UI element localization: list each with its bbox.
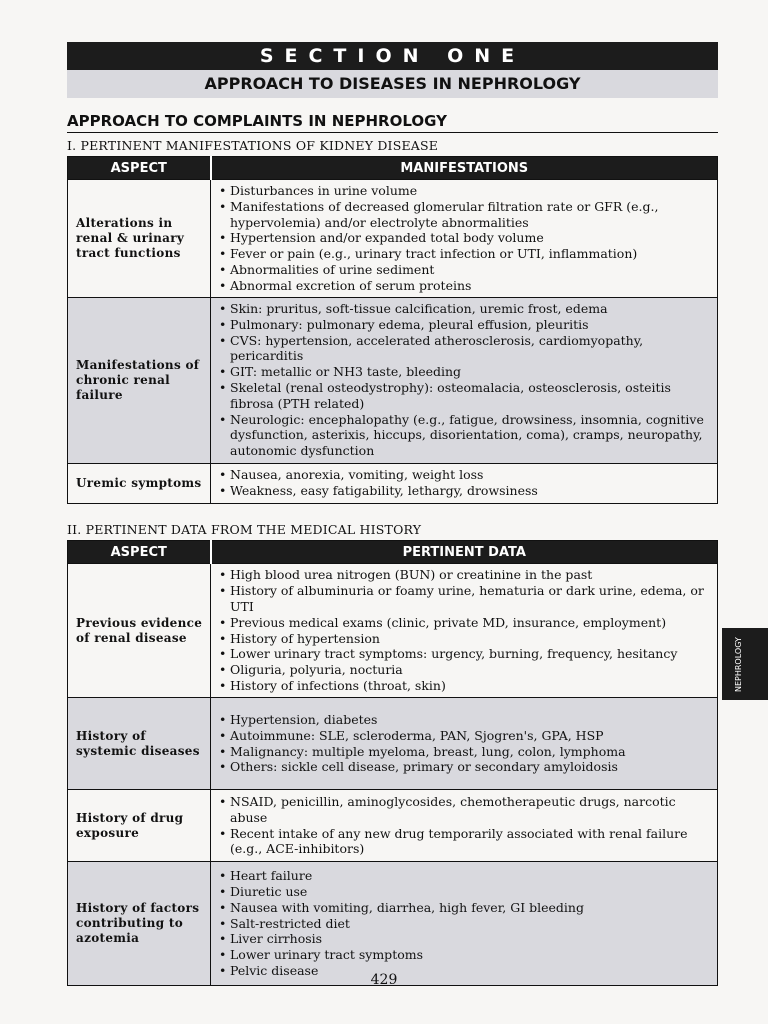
list-item: • Disturbances in urine volume bbox=[219, 183, 711, 199]
part1-title: I. PERTINENT MANIFESTATIONS OF KIDNEY DISEASE bbox=[67, 138, 439, 153]
list-item: • Lower urinary tract symptoms: urgency, burning, frequency, hesitancy bbox=[219, 646, 711, 662]
list-item: • Recent intake of any new drug temporarily associated with renal failure (e.g., ACE-inhibitors) bbox=[219, 826, 711, 858]
items-cell bbox=[211, 463, 718, 503]
list-item: • Previous medical exams (clinic, private MD, insurance, employment) bbox=[219, 615, 711, 631]
bullet-list bbox=[219, 868, 711, 979]
history-body bbox=[68, 564, 718, 986]
header-manifestations: MANIFESTATIONS bbox=[211, 157, 718, 180]
list-item: • Weakness, easy fatigability, lethargy, drowsiness bbox=[219, 483, 711, 499]
list-item: • Salt-restricted diet bbox=[219, 916, 711, 932]
bullet-list bbox=[219, 467, 711, 499]
list-item: • Nausea, anorexia, vomiting, weight loss bbox=[219, 467, 711, 483]
list-item: • Neurologic: encephalopathy (e.g., fatigue, drowsiness, insomnia, cognitive dysfunction, asterixis, hiccups, disorientation, coma), cramps, neuropathy, autonomic dysfunction bbox=[219, 412, 711, 459]
list-item: • Abnormalities of urine sediment bbox=[219, 262, 711, 278]
list-item: • Hypertension and/or expanded total body volume bbox=[219, 230, 711, 246]
section-title: APPROACH TO DISEASES IN NEPHROLOGY bbox=[67, 70, 718, 98]
table-row bbox=[68, 463, 718, 503]
table-header-row bbox=[68, 157, 718, 180]
list-item: • Pulmonary: pulmonary edema, pleural effusion, pleuritis bbox=[219, 317, 711, 333]
manifestations-table bbox=[67, 156, 718, 504]
list-item: • Fever or pain (e.g., urinary tract infection or UTI, inflammation) bbox=[219, 246, 711, 262]
aspect-cell: Previous evidence of renal disease bbox=[68, 564, 211, 698]
table-row bbox=[68, 564, 718, 698]
list-item: • Others: sickle cell disease, primary or secondary amyloidosis bbox=[219, 759, 711, 775]
aspect-cell: History of systemic diseases bbox=[68, 698, 211, 790]
aspect-cell: History of factors contributing to azotemia bbox=[68, 862, 211, 986]
table-row bbox=[68, 297, 718, 463]
list-item: • CVS: hypertension, accelerated atherosclerosis, cardiomyopathy, pericarditis bbox=[219, 333, 711, 365]
list-item: • Manifestations of decreased glomerular filtration rate or GFR (e.g., hypervolemia) and/or electrolyte abnormalities bbox=[219, 199, 711, 231]
list-item: • Lower urinary tract symptoms bbox=[219, 947, 711, 963]
header-aspect: ASPECT bbox=[68, 541, 211, 564]
aspect-cell: Uremic symptoms bbox=[68, 463, 211, 503]
list-item: • Hypertension, diabetes bbox=[219, 712, 711, 728]
bullet-list bbox=[219, 712, 711, 775]
header-pertinent-data: PERTINENT DATA bbox=[211, 541, 718, 564]
items-cell bbox=[211, 297, 718, 463]
list-item: • Abnormal excretion of serum proteins bbox=[219, 278, 711, 294]
bullet-list bbox=[219, 794, 711, 857]
list-item: • Skeletal (renal osteodystrophy): osteomalacia, osteosclerosis, osteitis fibrosa (PTH related) bbox=[219, 380, 711, 412]
list-item: • Oliguria, polyuria, nocturia bbox=[219, 662, 711, 678]
list-item: • History of albuminuria or foamy urine, hematuria or dark urine, edema, or UTI bbox=[219, 583, 711, 615]
aspect-cell: Alterations in renal & urinary tract functions bbox=[68, 180, 211, 298]
page-number: 429 bbox=[370, 972, 398, 988]
bullet-list bbox=[219, 301, 711, 459]
section-banner bbox=[67, 42, 718, 98]
list-item: • Skin: pruritus, soft-tissue calcification, uremic frost, edema bbox=[219, 301, 711, 317]
list-item: • Diuretic use bbox=[219, 884, 711, 900]
list-item: • History of hypertension bbox=[219, 631, 711, 647]
items-cell bbox=[211, 862, 718, 986]
list-item: • Nausea with vomiting, diarrhea, high fever, GI bleeding bbox=[219, 900, 711, 916]
items-cell bbox=[211, 564, 718, 698]
manifestations-body bbox=[68, 180, 718, 504]
list-item: • Liver cirrhosis bbox=[219, 931, 711, 947]
table-row bbox=[68, 862, 718, 986]
list-item: • History of infections (throat, skin) bbox=[219, 678, 711, 694]
items-cell bbox=[211, 698, 718, 790]
section-label: SECTION ONE bbox=[67, 42, 718, 70]
list-item: • Malignancy: multiple myeloma, breast, lung, colon, lymphoma bbox=[219, 744, 711, 760]
bullet-list bbox=[219, 183, 711, 294]
header-aspect: ASPECT bbox=[68, 157, 211, 180]
bullet-list bbox=[219, 567, 711, 693]
list-item: • High blood urea nitrogen (BUN) or creatinine in the past bbox=[219, 567, 711, 583]
aspect-cell: Manifestations of chronic renal failure bbox=[68, 297, 211, 463]
list-item: • NSAID, penicillin, aminoglycosides, chemotherapeutic drugs, narcotic abuse bbox=[219, 794, 711, 826]
part2-title: II. PERTINENT DATA FROM THE MEDICAL HISTORY bbox=[67, 522, 422, 537]
table-row bbox=[68, 790, 718, 862]
aspect-cell: History of drug exposure bbox=[68, 790, 211, 862]
items-cell bbox=[211, 180, 718, 298]
table-row bbox=[68, 180, 718, 298]
side-tab-label: NEPHROLOGY bbox=[734, 637, 743, 692]
list-item: • Pelvic disease bbox=[219, 963, 711, 979]
page-heading: APPROACH TO COMPLAINTS IN NEPHROLOGY bbox=[67, 112, 718, 133]
table-header-row bbox=[68, 541, 718, 564]
history-table bbox=[67, 540, 718, 986]
list-item: • GIT: metallic or NH3 taste, bleeding bbox=[219, 364, 711, 380]
list-item: • Autoimmune: SLE, scleroderma, PAN, Sjogren's, GPA, HSP bbox=[219, 728, 711, 744]
list-item: • Heart failure bbox=[219, 868, 711, 884]
items-cell bbox=[211, 790, 718, 862]
table-row bbox=[68, 698, 718, 790]
side-tab bbox=[722, 628, 768, 700]
